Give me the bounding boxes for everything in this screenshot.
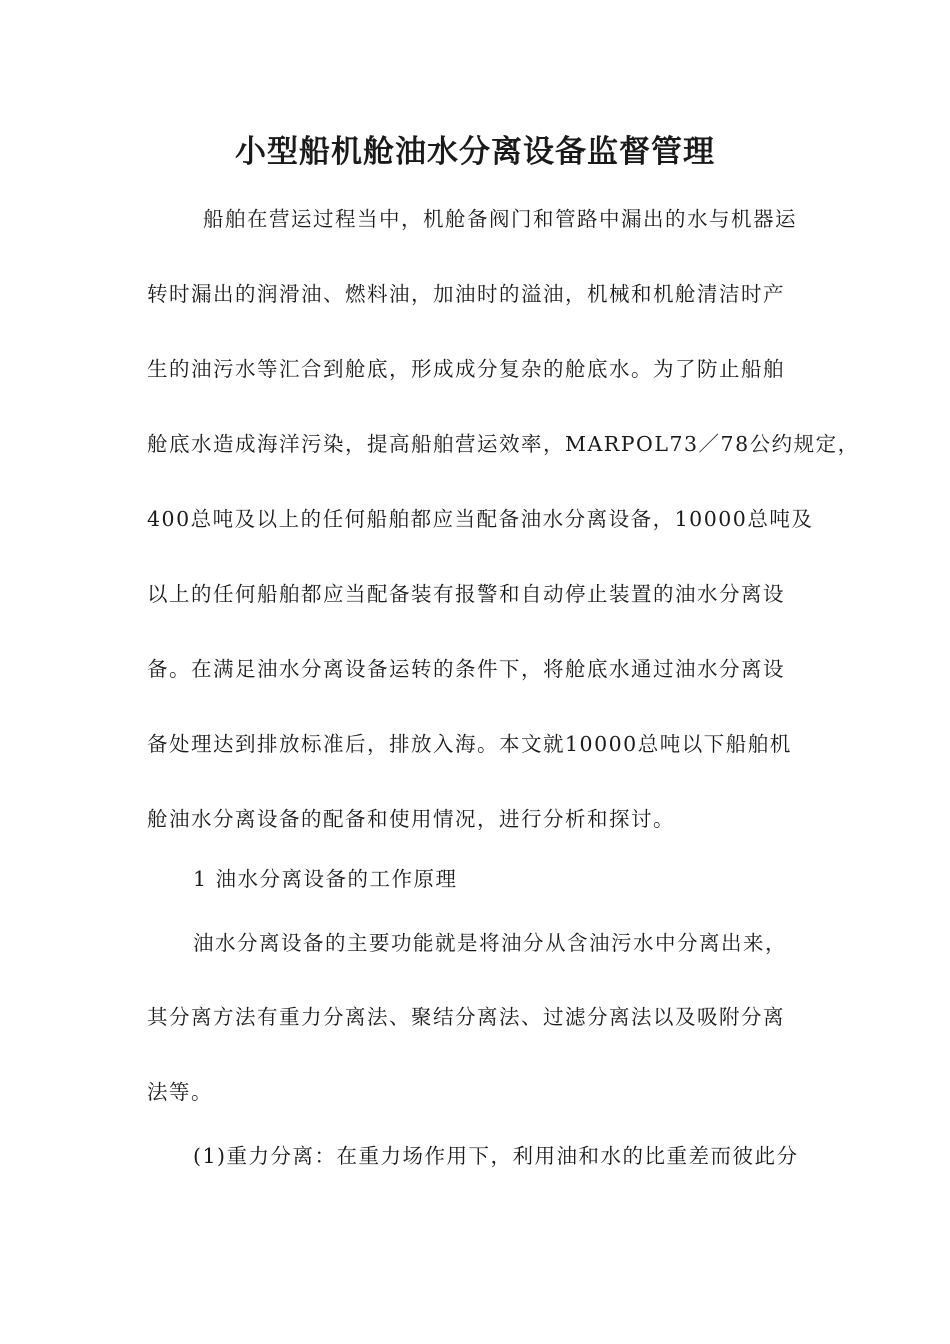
section-heading: 1 油水分离设备的工作原理 — [193, 867, 458, 891]
paragraph-line: 船舶在营运过程当中，机舱备阀门和管路中漏出的水与机器运 — [203, 207, 797, 231]
paragraph-line: 其分离方法有重力分离法、聚结分离法、过滤分离法以及吸附分离 — [147, 1005, 785, 1029]
paragraph-line: 法等。 — [147, 1080, 213, 1104]
paragraph-line: 转时漏出的润滑油、燃料油，加油时的溢油，机械和机舱清洁时产 — [147, 282, 785, 306]
paragraph-line: 备处理达到排放标准后，排放入海。本文就10000总吨以下船舶机 — [147, 732, 792, 756]
document-title: 小型船机舱油水分离设备监督管理 — [235, 134, 715, 170]
paragraph-line: 油水分离设备的主要功能就是将油分从含油污水中分离出来， — [193, 931, 787, 955]
paragraph-line: 400总吨及以上的任何船舶都应当配备油水分离设备，10000总吨及 — [147, 507, 814, 531]
paragraph-line: 备。在满足油水分离设备运转的条件下，将舱底水通过油水分离设 — [147, 657, 785, 681]
paragraph-line: 舱油水分离设备的配备和使用情况，进行分析和探讨。 — [147, 807, 675, 831]
paragraph-line: 以上的任何船舶都应当配备装有报警和自动停止装置的油水分离设 — [147, 582, 785, 606]
paragraph-line: 生的油污水等汇合到舱底，形成成分复杂的舱底水。为了防止船舶 — [147, 357, 785, 381]
paragraph-line: (1)重力分离：在重力场作用下，利用油和水的比重差而彼此分 — [193, 1144, 799, 1168]
paragraph-line: 舱底水造成海洋污染，提高船舶营运效率，MARPOL73／78公约规定， — [147, 432, 860, 456]
